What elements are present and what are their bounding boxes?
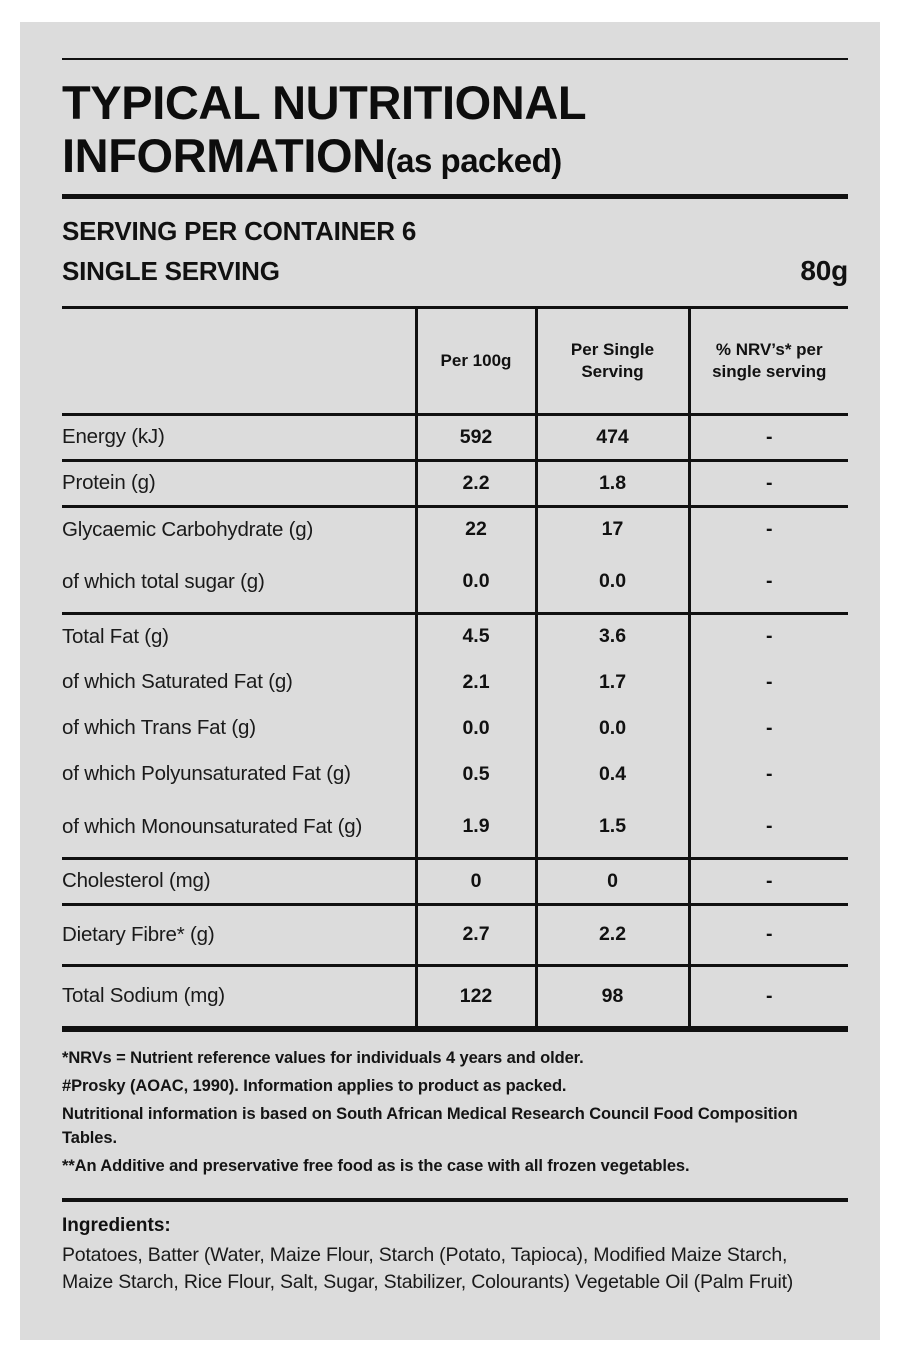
column-header-per-single-serving: Per Single Serving	[536, 307, 689, 414]
label-content	[62, 58, 848, 1297]
table-header-row	[62, 307, 848, 414]
row-per-serving: 0	[536, 858, 689, 904]
row-label: of which Trans Fat (g)	[62, 716, 256, 739]
single-serving-size: 80g	[800, 254, 848, 286]
row-label: Cholesterol (mg)	[62, 858, 416, 904]
row-per-100g: 122	[416, 965, 536, 1026]
row-label: Protein (g)	[62, 460, 416, 506]
table-row	[62, 904, 848, 965]
row-label: Total Sodium (mg)	[62, 965, 416, 1026]
footnotes-block	[62, 1032, 848, 1198]
row-nrv: -	[689, 613, 848, 659]
title-main-text: INFORMATION	[62, 129, 386, 183]
table-row	[62, 751, 848, 797]
ingredients-block	[62, 1202, 848, 1297]
row-nrv: -	[689, 904, 848, 965]
column-header-label	[62, 307, 416, 414]
table-row	[62, 613, 848, 659]
table-row	[62, 552, 848, 613]
row-per-100g: 0.5	[416, 751, 536, 797]
title-line-1: TYPICAL NUTRITIONAL	[62, 76, 587, 129]
row-per-serving: 0.0	[536, 552, 689, 613]
table-row	[62, 858, 848, 904]
serving-per-container-label: SERVING PER CONTAINER 6	[62, 216, 417, 247]
row-per-100g: 1.9	[416, 797, 536, 858]
row-per-100g: 2.2	[416, 460, 536, 506]
footnote-source: Nutritional information is based on South African Medical Research Council Food Composition Tables.	[62, 1104, 798, 1148]
footnote-prosky: #Prosky (AOAC, 1990). Information applies to product as packed.	[62, 1076, 567, 1095]
ingredients-title: Ingredients:	[62, 1214, 171, 1236]
row-label: of which Saturated Fat (g)	[62, 670, 293, 693]
row-per-serving: 1.8	[536, 460, 689, 506]
footnote-additive: **An Additive and preservative free food as is the case with all frozen vegetables.	[62, 1157, 690, 1175]
table-section-total-sodium	[62, 965, 848, 1026]
row-per-100g: 0.0	[416, 552, 536, 613]
ingredients-line-2: Maize Starch, Rice Flour, Salt, Sugar, Stabilizer, Colourants) Vegetable Oil (Palm Fruit)	[62, 1271, 794, 1294]
single-serving-label: SINGLE SERVING	[62, 255, 280, 286]
row-label: of which Monounsaturated Fat (g)	[62, 814, 363, 838]
row-label: Glycaemic Carbohydrate (g)	[62, 506, 416, 552]
title-line-2	[62, 129, 848, 182]
table-section-fat	[62, 613, 848, 858]
row-label: of which Polyunsaturated Fat (g)	[62, 762, 351, 785]
table-section-dietary-fibre	[62, 904, 848, 965]
table-section-protein	[62, 460, 848, 506]
table-section-cholesterol	[62, 858, 848, 904]
column-header-per-100g: Per 100g	[416, 307, 536, 414]
row-nrv: -	[689, 506, 848, 552]
row-per-serving: 2.2	[536, 904, 689, 965]
row-nrv: -	[689, 858, 848, 904]
row-nrv: -	[689, 552, 848, 613]
table-section-carbohydrate	[62, 506, 848, 613]
nutrition-label-panel	[20, 22, 880, 1340]
row-per-serving: 1.7	[536, 659, 689, 705]
table-row	[62, 965, 848, 1026]
row-nrv: -	[689, 705, 848, 751]
title-block	[62, 60, 848, 194]
single-serving-row	[62, 251, 848, 292]
row-per-100g: 2.1	[416, 659, 536, 705]
table-row	[62, 797, 848, 858]
row-per-100g: 22	[416, 506, 536, 552]
row-nrv: -	[689, 414, 848, 460]
row-per-100g: 4.5	[416, 613, 536, 659]
row-label: Energy (kJ)	[62, 414, 416, 460]
nutrition-table	[62, 306, 848, 1027]
row-nrv: -	[689, 460, 848, 506]
row-per-serving: 0.0	[536, 705, 689, 751]
row-nrv: -	[689, 965, 848, 1026]
table-row	[62, 414, 848, 460]
row-per-100g: 0	[416, 858, 536, 904]
row-per-100g: 2.7	[416, 904, 536, 965]
row-label: Total Fat (g)	[62, 613, 416, 659]
row-per-100g: 0.0	[416, 705, 536, 751]
column-header-nrv: % NRV’s* per single serving	[689, 307, 848, 414]
row-per-serving: 98	[536, 965, 689, 1026]
row-nrv: -	[689, 659, 848, 705]
ingredients-line-1: Potatoes, Batter (Water, Maize Flour, Starch (Potato, Tapioca), Modified Maize Starch,	[62, 1243, 788, 1266]
table-section-energy	[62, 414, 848, 460]
table-row	[62, 460, 848, 506]
row-per-serving: 1.5	[536, 797, 689, 858]
row-per-100g: 592	[416, 414, 536, 460]
row-per-serving: 0.4	[536, 751, 689, 797]
title-suffix-text: (as packed)	[385, 142, 562, 180]
row-nrv: -	[689, 797, 848, 858]
footnote-nrv: *NRVs = Nutrient reference values for individuals 4 years and older.	[62, 1049, 584, 1067]
row-per-serving: 474	[536, 414, 689, 460]
table-header	[62, 307, 848, 414]
table-row	[62, 659, 848, 705]
row-per-serving: 3.6	[536, 613, 689, 659]
serving-info-block	[62, 199, 848, 305]
table-row	[62, 705, 848, 751]
row-per-serving: 17	[536, 506, 689, 552]
row-label: Dietary Fibre* (g)	[62, 904, 416, 965]
table-row	[62, 506, 848, 552]
row-label: of which total sugar (g)	[62, 569, 265, 593]
ingredients-body	[62, 1242, 848, 1297]
row-nrv: -	[689, 751, 848, 797]
serving-per-container-row	[62, 213, 848, 251]
